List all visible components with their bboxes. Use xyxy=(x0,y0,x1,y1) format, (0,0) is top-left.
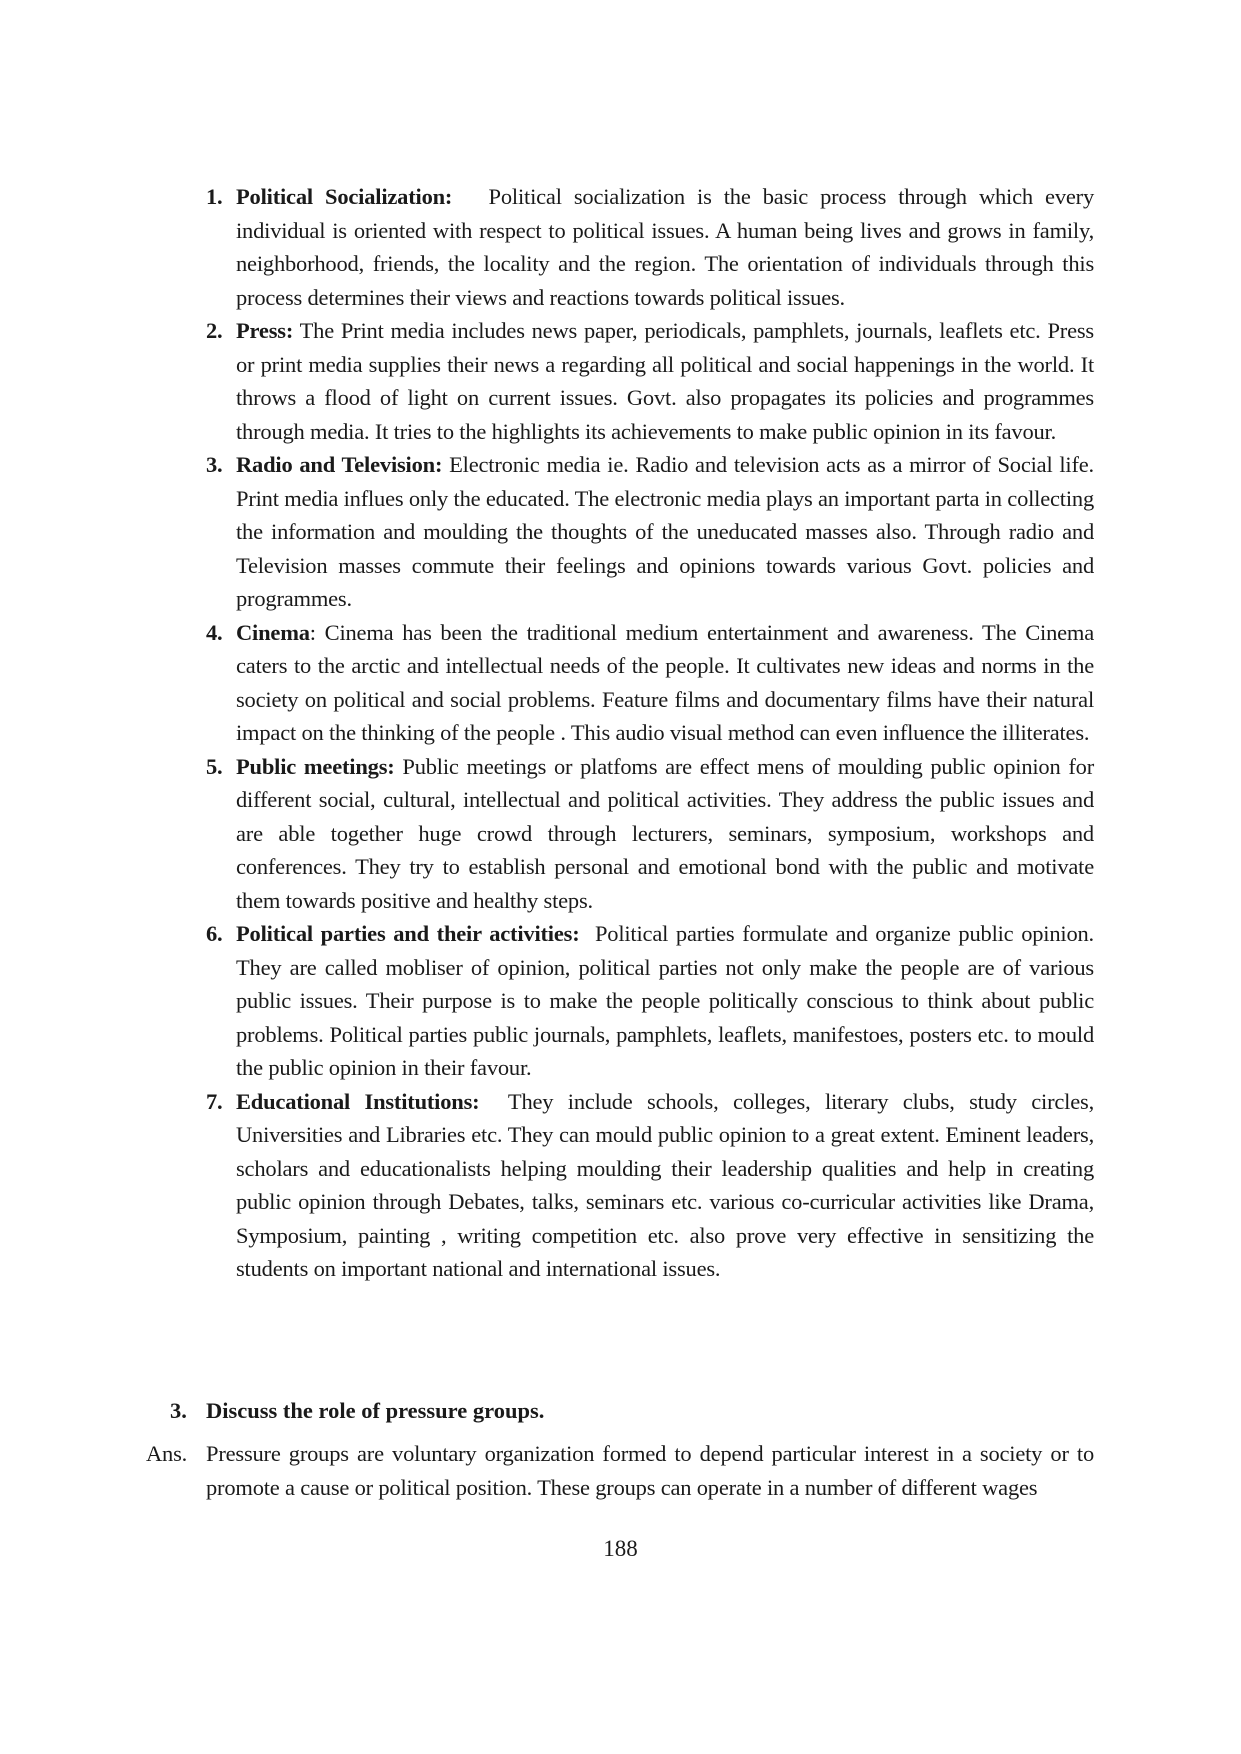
item-number: 2. xyxy=(206,318,223,343)
item-heading: Political Socialization: xyxy=(236,184,453,209)
item-text: Political parties formulate and organize public opinion. They are called mobliser of opinion, political parties not only make the people are of various public issues. Their purpose is to make the people politically conscious to think about public problems. Political parties public journals, pamphlets, leaflets, manifestoes, posters etc. to mould the public opinion in their favour. xyxy=(236,921,1094,1080)
answer-paragraph xyxy=(146,1437,1094,1504)
item-number: 6. xyxy=(206,921,223,946)
item-heading: Educational Institutions: xyxy=(236,1088,480,1114)
item-text: Public meetings or platfoms are effect mens of moulding public opinion for different social, cultural, intellectual and political activities. They address the public issues and are able together huge crowd through lecturers, seminars, symposium, workshops and conferences. They try to establish personal and emotional bond with the public and motivate them towards positive and healthy steps. xyxy=(236,753,1094,913)
numbered-list xyxy=(206,180,1094,1286)
item-heading: Press: xyxy=(236,318,294,343)
question-text: Discuss the role of pressure groups. xyxy=(206,1398,545,1423)
item-number: 1. xyxy=(206,184,223,209)
item-text: Political socialization is the basic process through which every individual is oriented with respect to political issues. A human being lives and grows in family, neighborhood, friends, the locality and the region. The orientation of individuals through this process determines their views and reactions towards political issues. xyxy=(236,184,1095,310)
list-item xyxy=(206,314,1094,448)
item-text: : Cinema has been the traditional medium entertainment and awareness. The Cinema caters to the arctic and intellectual needs of the people. It cultivates new ideas and norms in the society on political and social problems. Feature films and documentary films have their natural impact on the thinking of the people . This audio visual method can even influence the illiterates. xyxy=(236,619,1094,745)
page-number: 188 xyxy=(603,1536,638,1561)
list-item xyxy=(206,616,1094,750)
list-item xyxy=(206,1085,1094,1286)
item-number: 3. xyxy=(206,452,223,477)
item-heading: Cinema xyxy=(236,619,310,645)
list-item xyxy=(206,750,1094,918)
item-heading: Public meetings: xyxy=(236,753,395,779)
list-item xyxy=(206,917,1094,1085)
question-number: 3. xyxy=(170,1398,187,1423)
question-heading xyxy=(170,1394,544,1428)
item-text: Electronic media ie. Radio and television acts as a mirror of Social life. Print media influes only the educated. The electronic media plays an important parta in collecting the information and moulding the thoughts of the uneducated masses also. Through radio and Television masses commute their feelings and opinions towards various Govt. policies and programmes. xyxy=(236,452,1094,611)
item-text: They include schools, colleges, literary clubs, study circles, Universities and Libraries etc. They can mould public opinion to a great extent. Eminent leaders, scholars and educationalists helping moulding their leadership qualities and help in creating public opinion through Debates, talks, seminars etc. various co-curricular activities like Drama, Symposium, painting , writing competition etc. also prove very effective in sensitizing the students on important national and international issues. xyxy=(236,1088,1095,1281)
list-item xyxy=(206,180,1094,314)
answer-label: Ans. xyxy=(146,1441,188,1466)
list-item xyxy=(206,448,1094,616)
item-number: 7. xyxy=(206,1088,223,1114)
item-heading: Political parties and their activities: xyxy=(236,921,580,946)
answer-text: Pressure groups are voluntary organization formed to depend particular interest in a society or to promote a cause or political position. These groups can operate in a number of different wages xyxy=(206,1441,1094,1500)
item-number: 4. xyxy=(206,619,223,645)
item-heading: Radio and Television: xyxy=(236,452,443,477)
item-text: The Print media includes news paper, periodicals, pamphlets, journals, leaflets etc. Press or print media supplies their news a regarding all political and social happenings in the world. It throws a flood of light on current issues. Govt. also propagates its policies and programmes through media. It tries to the highlights its achievements to make public opinion in its favour. xyxy=(236,318,1094,444)
item-number: 5. xyxy=(206,753,223,779)
